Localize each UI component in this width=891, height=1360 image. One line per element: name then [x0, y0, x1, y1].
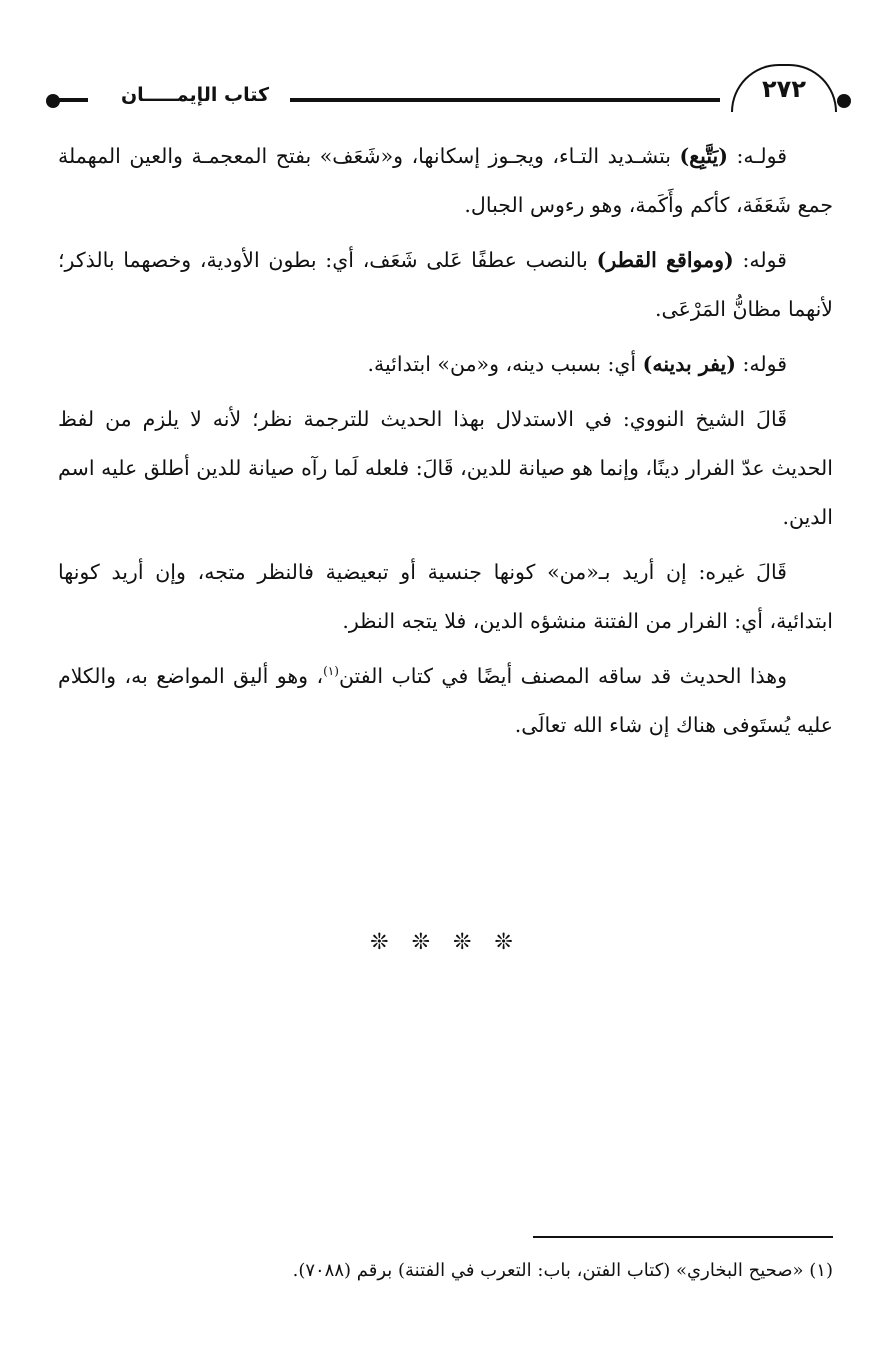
footnote: (١) «صحيح البخاري» (كتاب الفتن، باب: التعرب في الفتنة) برقم (٧٠٨٨).: [292, 1260, 833, 1281]
header-dot-left: [46, 94, 60, 108]
header-rule: [290, 98, 720, 102]
paragraph-text: وهذا الحديث قد ساقه المصنف أيضًا في كتاب الفتن: [338, 664, 787, 688]
footnote-reference[interactable]: (١): [323, 664, 339, 679]
paragraph-text: ، وهو أليق المواضع به، والكلام عليه يُستَوفى هناك إن شاء الله تعالَى.: [58, 664, 833, 737]
page-header: [40, 58, 851, 120]
paragraph-lead: قوله:: [735, 352, 787, 376]
paragraph: [58, 236, 833, 334]
paragraph-keyword: (يَتَّبِع): [679, 144, 728, 168]
paragraph-text: بتشـديد التـاء، ويجـوز إسكانها، و«شَعَف» بفتح المعجمـة والعين المهملة جمع شَعَفَة، كأكم وأَكَمة، وهو رءوس الجبال.: [58, 144, 833, 217]
paragraph: [58, 652, 833, 750]
footnote-rule: [533, 1236, 833, 1238]
paragraph-text: قَالَ غيره: إن أريد بـ«من» كونها جنسية أو تبعيضية فالنظر متجه، وإن أريد كونها ابتدائية، أي: الفرار من الفتنة منشؤه الدين، فلا يتجه النظر.: [58, 560, 833, 633]
paragraph-text: بالنصب عطفًا عَلى شَعَف، أي: بطون الأودية، وخصهما بالذكر؛ لأنهما مظانُّ المَرْعَى.: [58, 248, 833, 321]
paragraph-lead: قولـه:: [727, 144, 787, 168]
paragraph: [58, 132, 833, 230]
book-title: كتاب الإيمـــــان: [120, 84, 270, 106]
paragraph-text: أي: بسبب دينه، و«من» ابتدائية.: [367, 352, 643, 376]
paragraph: [58, 548, 833, 646]
paragraph-text: قَالَ الشيخ النووي: في الاستدلال بهذا الحديث للترجمة نظر؛ لأنه لا يلزم من لفظ الحديث عدّ الفرار دينًا، وإنما هو صيانة للدين، قَالَ: فلعله لَما رآه صيانة للدين أطلق عليه اسم الدين.: [58, 407, 833, 529]
section-separator: ❊ ❊ ❊ ❊: [370, 930, 521, 955]
paragraph-keyword: (ومواقع القطر): [596, 248, 734, 272]
paragraph-keyword: (يفر بدينه): [642, 352, 736, 376]
paragraph: [58, 340, 833, 389]
header-rule-short: [58, 98, 88, 102]
main-text: [58, 132, 833, 756]
header-dot-right: [837, 94, 851, 108]
paragraph-lead: قوله:: [733, 248, 787, 272]
paragraph: [58, 395, 833, 542]
page-number: ٢٧٢: [731, 64, 837, 112]
